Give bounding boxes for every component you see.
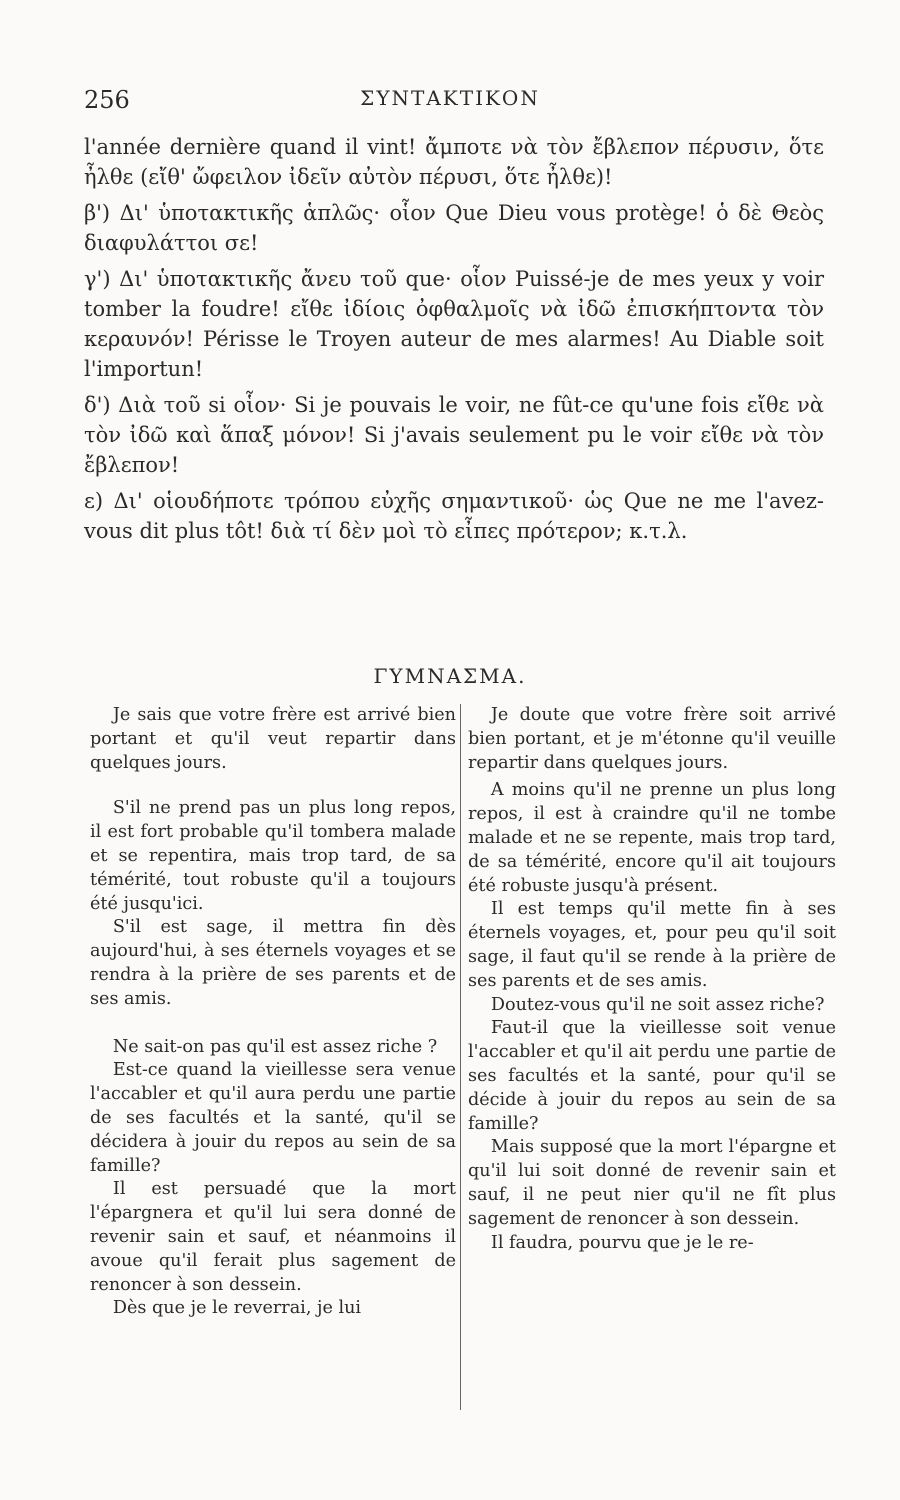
exercise-heading: ΓΥΜΝΑΣΜΑ.	[373, 664, 527, 688]
right-paragraph: Mais supposé que la mort l'épargne et qu'il lui soit donné de revenir sain et sauf, il ne peut nier qu'il ne fît plus sagement de renoncer à son dessein.	[468, 1137, 836, 1229]
intro-paragraph: γ') Δι' ὑποτακτικῆς ἄνευ τοῦ que· οἷον Puissé-je de mes yeux y voir tomber la foudre! εἴθε ἰδίοις ὀφθαλμοῖς νὰ ἰδῶ ἐπισκήπτοντα τὸν κεραυνόν! Périsse le Troyen auteur de mes alarmes! Au Diable soit l'importun!	[84, 267, 824, 381]
intro-paragraph: l'année dernière quand il vint! ἄμποτε νὰ τὸν ἔβλεπον πέρυσιν, ὅτε ἦλθε (εἴθ' ὤφειλον ἰδεῖν αὐτὸν πέρυσι, ὅτε ἦλθε)!	[84, 135, 824, 189]
left-column	[90, 704, 456, 1321]
right-paragraph: Il est temps qu'il mette fin à ses éternels voyages, et, pour peu qu'il soit sage, il faut qu'il se rende à la prière de ses parents et de ses amis.	[468, 899, 836, 991]
right-paragraph: Doutez-vous qu'il ne soit assez riche?	[490, 994, 825, 1015]
left-paragraph: Dès que je le reverrai, je lui	[112, 1298, 362, 1319]
intro-paragraph: ε) Δι' οἱουδήποτε τρόπου εὐχῆς σημαντικοῦ· ὡς Que ne me l'avez-vous dit plus tôt! διὰ τί δὲν μοὶ τὸ εἶπες πρότερον; κ.τ.λ.	[84, 489, 824, 543]
left-paragraph: S'il est sage, il mettra fin dès aujourd'hui, à ses éternels voyages et se rendra à la prière de ses parents et de ses amis.	[90, 917, 456, 1009]
right-paragraph: Il faudra, pourvu que je le re-	[490, 1232, 754, 1253]
right-paragraph: Je doute que votre frère soit arrivé bien portant, et je m'étonne qu'il veuille repartir dans quelques jours.	[468, 705, 836, 773]
column-divider	[460, 704, 461, 1410]
page-header	[84, 86, 816, 120]
left-paragraph: Je sais que votre frère est arrivé bien portant et qu'il veut repartir dans quelques jours.	[90, 705, 456, 773]
intro-paragraph: δ') Διὰ τοῦ si οἷον· Si je pouvais le voir, ne fût-ce qu'une fois εἴθε νὰ τὸν ἰδῶ καὶ ἅπαξ μόνον! Si j'avais seulement pu le voir εἴθε νὰ τὸν ἔβλεπον!	[84, 393, 824, 477]
intro-paragraph: β') Δι' ὑποτακτικῆς ἁπλῶς· οἷον Que Dieu vous protège! ὁ δὲ Θεὸς διαφυλάττοι σε!	[84, 201, 824, 255]
right-paragraph: Faut-il que la vieillesse soit venue l'accabler et qu'il ait perdu une partie de ses facultés et la santé, pour qu'il se décide à jouir du repos au sein de sa famille?	[468, 1018, 836, 1134]
left-paragraph: Il est persuadé que la mort l'épargnera et qu'il lui sera donné de revenir sain et sauf, et néanmoins il avoue qu'il ferait plus sagement de renoncer à son dessein.	[90, 1179, 456, 1295]
page-number: 256	[84, 86, 130, 114]
intro-text	[84, 132, 824, 552]
right-column	[468, 704, 836, 1255]
left-paragraph: S'il ne prend pas un plus long repos, il est fort probable qu'il tombera malade et se repentira, mais trop tard, de sa témérité, tout robuste qu'il a toujours été jusqu'ici.	[90, 798, 456, 914]
left-paragraph: Est-ce quand la vieillesse sera venue l'accabler et qu'il aura perdu une partie de ses facultés et la santé, qu'il se décidera à jouir du repos au sein de sa famille?	[90, 1060, 456, 1176]
left-paragraph: Ne sait-on pas qu'il est assez riche ?	[112, 1036, 438, 1057]
running-title: ΣΥΝΤΑΚΤΙΚΟΝ	[360, 86, 540, 110]
right-paragraph: A moins qu'il ne prenne un plus long repos, il est à craindre qu'il ne tombe malade et ne se repente, mais trop tard, de sa témérité, encore qu'il ait toujours été robuste jusqu'à présent.	[468, 780, 836, 896]
